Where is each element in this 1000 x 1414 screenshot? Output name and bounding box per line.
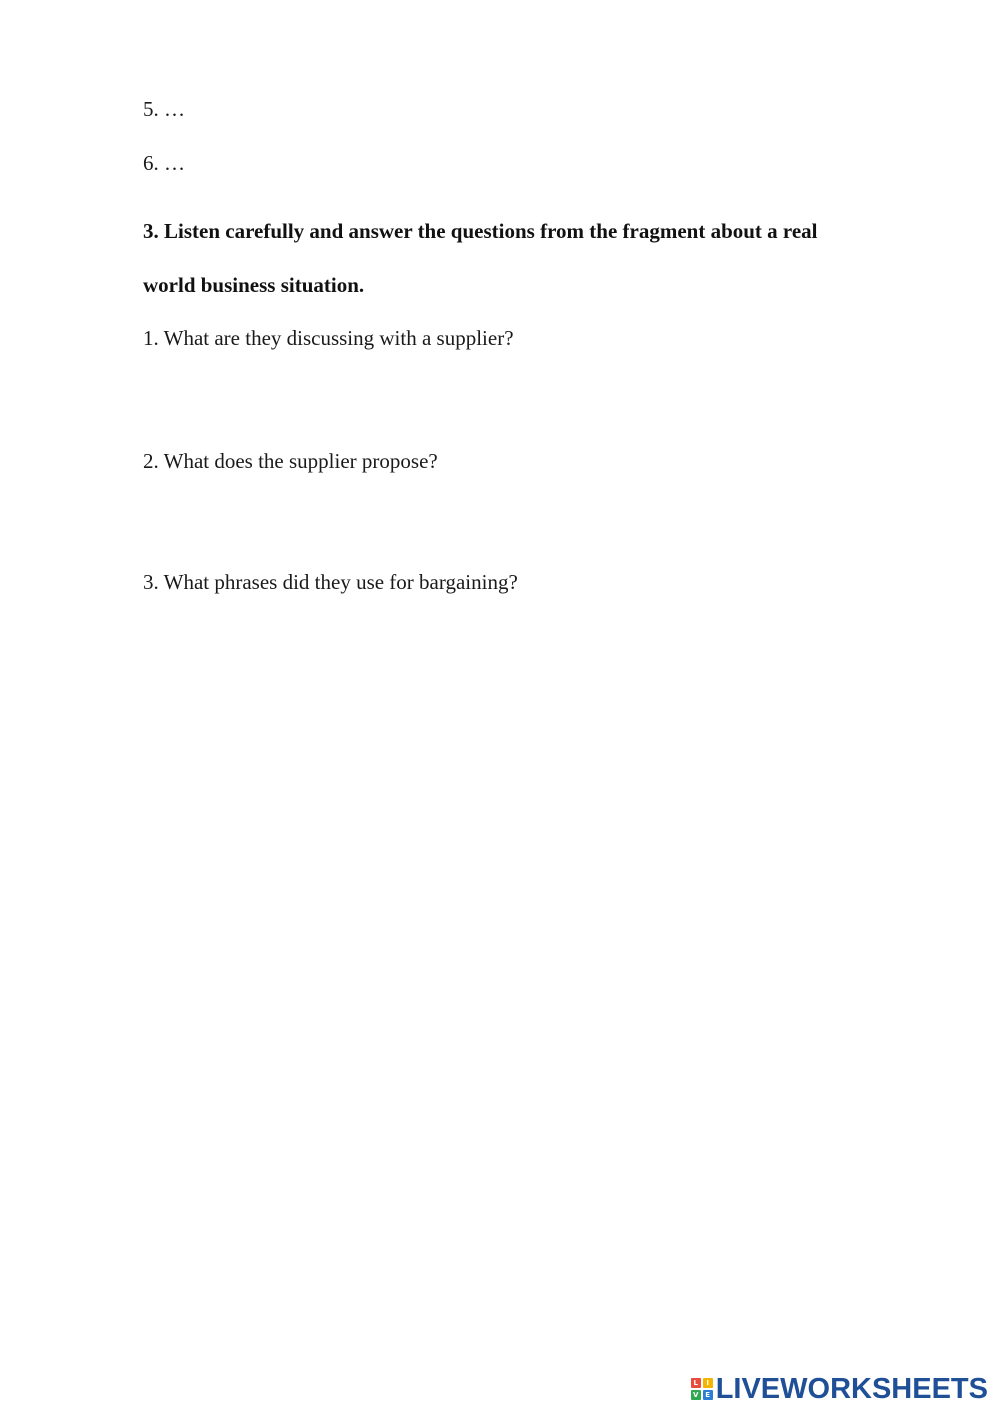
- logo-mark-letter: V: [691, 1390, 701, 1400]
- logo-mark-letter: E: [703, 1390, 713, 1400]
- question-3: 3. What phrases did they use for bargaining?: [143, 570, 518, 594]
- logo-mark-letter: L: [691, 1378, 701, 1388]
- logo-mark-letter: I: [703, 1378, 713, 1388]
- question-2: 2. What does the supplier propose?: [143, 449, 438, 473]
- list-item-5: 5. …: [143, 97, 185, 121]
- section-3-instruction-line-1: 3. Listen carefully and answer the questions from the fragment about a real: [143, 219, 818, 243]
- question-1: 1. What are they discussing with a supplier?: [143, 326, 514, 350]
- list-item-6: 6. …: [143, 151, 185, 175]
- section-3-instruction-line-2: world business situation.: [143, 273, 365, 297]
- logo-text: LIVEWORKSHEETS: [715, 1372, 988, 1405]
- liveworksheets-logo-mark-icon: [691, 1378, 713, 1400]
- liveworksheets-logo: [691, 1372, 988, 1406]
